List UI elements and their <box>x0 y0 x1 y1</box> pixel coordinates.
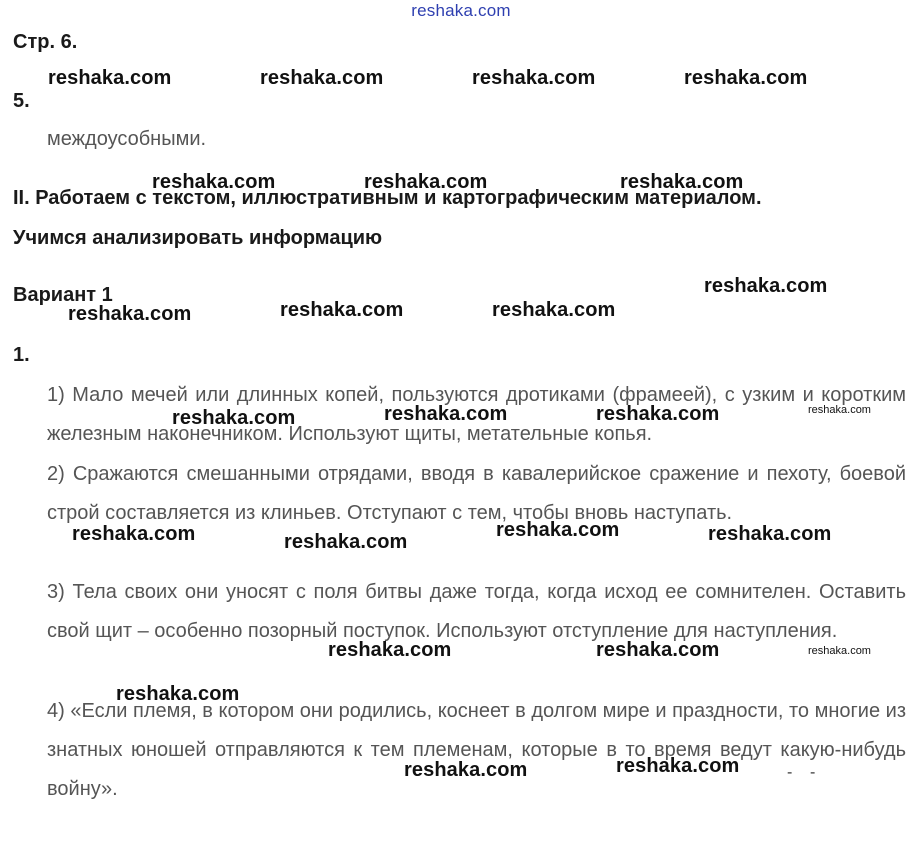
task1-item-1: 1) Мало мечей или длинных копей, пользуются дротиками (фрамеей), с узким и коротким железным наконечником. Используют щиты, метательные копья. <box>47 384 906 445</box>
watermark: reshaka.com <box>496 519 620 541</box>
scan-artifact: - <box>810 764 816 781</box>
watermark: reshaka.com <box>596 639 720 661</box>
watermark: reshaka.com <box>364 171 488 193</box>
watermark: reshaka.com <box>704 275 828 297</box>
watermark: reshaka.com <box>280 299 404 321</box>
task1-item-2: 2) Сражаются смешанными отрядами, вводя в кавалерийское сражение и пехоту, боевой строй составляется из клиньев. Отступают с тем, чтобы вновь наступать. <box>47 463 906 524</box>
watermark: reshaka.com <box>172 407 296 429</box>
watermark: reshaka.com <box>116 683 240 705</box>
scan-artifact: - <box>787 764 793 781</box>
watermark: reshaka.com <box>152 171 276 193</box>
watermark: reshaka.com <box>404 759 528 781</box>
watermark: reshaka.com <box>596 403 720 425</box>
task5-number: 5. <box>13 90 30 112</box>
watermark: reshaka.com <box>72 523 196 545</box>
section-title: II. Работаем с текстом, иллюстративным и картографическим материалом. <box>13 187 762 209</box>
watermark: reshaka.com <box>48 67 172 89</box>
watermark: reshaka.com <box>616 755 740 777</box>
task1-item-3: 3) Тела своих они уносят с поля битвы даже тогда, когда исход ее сомнителен. Оставить свой щит – особенно позорный поступок. Используют отступление для наступления. <box>47 581 906 642</box>
watermark: reshaka.com <box>684 67 808 89</box>
watermark: reshaka.com <box>68 303 192 325</box>
variant-label: Вариант 1 <box>13 284 113 306</box>
watermark-small: reshaka.com <box>808 404 871 416</box>
page-label: Стр. 6. <box>13 31 78 53</box>
section-subtitle: Учимся анализировать информацию <box>13 227 383 249</box>
watermark-small: reshaka.com <box>808 645 871 657</box>
watermark: reshaka.com <box>260 67 384 89</box>
site-header-watermark: reshaka.com <box>411 1 511 20</box>
task5-answer: междоусобными. <box>47 128 207 150</box>
watermark: reshaka.com <box>328 639 452 661</box>
watermark: reshaka.com <box>492 299 616 321</box>
watermark: reshaka.com <box>620 171 744 193</box>
watermark: reshaka.com <box>284 531 408 553</box>
watermark: reshaka.com <box>708 523 832 545</box>
task1-item-4: 4) «Если племя, в котором они родились, коснеет в долгом мире и праздности, то многие из знатных юношей отправляются к тем племенам, которые в то время ведут какую-нибудь войну». <box>47 700 906 800</box>
watermark: reshaka.com <box>472 67 596 89</box>
watermark: reshaka.com <box>384 403 508 425</box>
task1-number: 1. <box>13 344 30 366</box>
